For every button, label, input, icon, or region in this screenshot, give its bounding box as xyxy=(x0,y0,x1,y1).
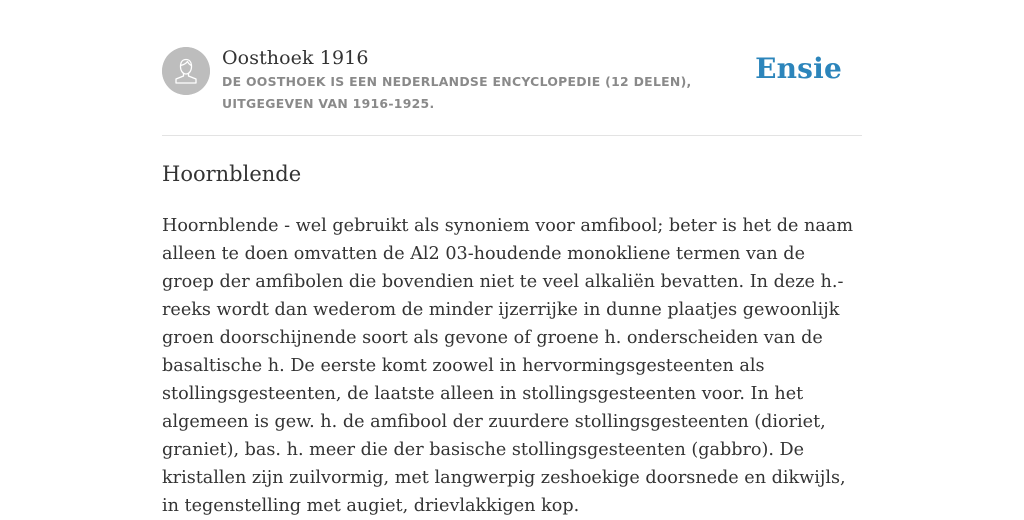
brand-logo[interactable]: Ensie xyxy=(755,52,842,85)
article-title: Hoornblende xyxy=(162,162,302,186)
source-description: DE OOSTHOEK IS EEN NEDERLANDSE ENCYCLOPEDIE (12 DELEN), UITGEGEVEN VAN 1916-1925. xyxy=(222,74,692,111)
source-info xyxy=(222,45,762,115)
article-card xyxy=(162,0,862,516)
source-title[interactable]: Oosthoek 1916 xyxy=(222,47,369,69)
article-body: Hoornblende - wel gebruikt als synoniem voor amfibool; beter is het de naam alleen te doen omvatten de Al2 03-houdende monokliene termen van de groep der amfibolen die bovendien niet te veel alkaliën bevatten. In deze h.-reeks wordt dan wederom de minder ijzerrijke in dunne plaatjes gewoonlijk groen doorschijnende soort als gevone of groene h. onderscheiden van de basaltische h. De eerste komt zoowel in hervormingsgesteenten als stollingsgesteenten, de laatste alleen in stollingsgesteenten voor. In het algemeen is gew. h. de amfibool der zuurdere stollingsgesteenten (dioriet, graniet), bas. h. meer die der basische stollingsgesteenten (gabbro). De kristallen zijn zuilvormig, met langwerpig zeshoekige doorsnede en dikwijls, in tegenstelling met augiet, drievlakkigen kop. xyxy=(162,216,854,516)
source-header xyxy=(162,0,862,136)
user-avatar-icon[interactable] xyxy=(162,47,210,95)
